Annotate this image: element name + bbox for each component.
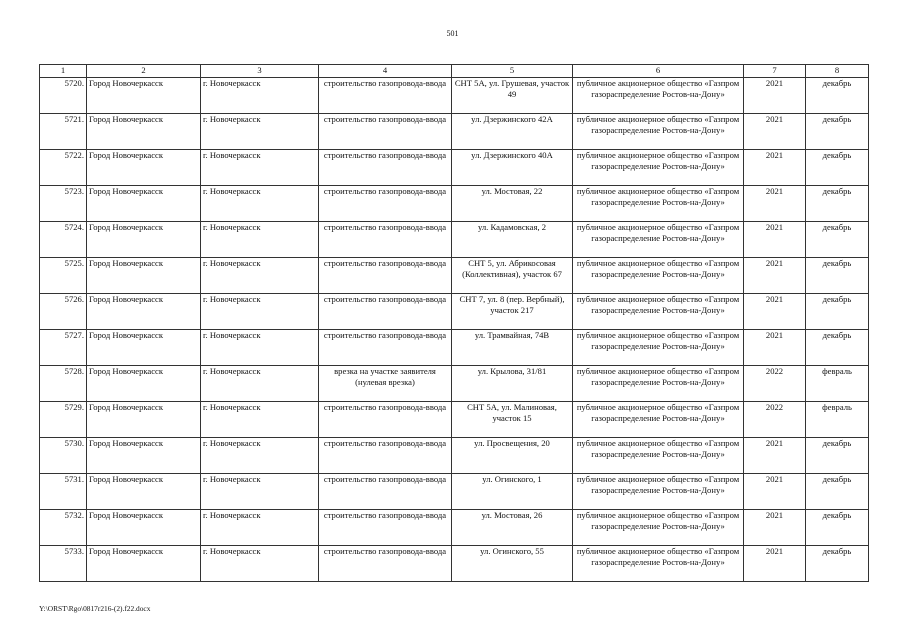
municipality-cell: Город Новочеркасск <box>87 546 201 582</box>
month-cell: декабрь <box>806 546 869 582</box>
organization-cell: публичное акционерное общество «Газпром газораспределение Ростов-на-Дону» <box>573 438 744 474</box>
settlement-cell: г. Новочеркасск <box>201 78 319 114</box>
page-number: 501 <box>446 29 459 38</box>
column-header: 5 <box>452 65 573 78</box>
municipality-cell: Город Новочеркасск <box>87 438 201 474</box>
address-cell: ул. Трамвайная, 74В <box>452 330 573 366</box>
table-row <box>40 222 869 258</box>
year-cell: 2021 <box>744 294 806 330</box>
row-number: 5724. <box>40 222 87 258</box>
address-cell: ул. Кадамовская, 2 <box>452 222 573 258</box>
month-cell: декабрь <box>806 258 869 294</box>
municipality-cell: Город Новочеркасск <box>87 330 201 366</box>
column-header: 6 <box>573 65 744 78</box>
month-cell: декабрь <box>806 294 869 330</box>
address-cell: ул. Крылова, 31/81 <box>452 366 573 402</box>
settlement-cell: г. Новочеркасск <box>201 114 319 150</box>
header-row <box>40 65 869 78</box>
month-cell: февраль <box>806 366 869 402</box>
organization-cell: публичное акционерное общество «Газпром газораспределение Ростов-на-Дону» <box>573 546 744 582</box>
municipality-cell: Город Новочеркасск <box>87 474 201 510</box>
table-row <box>40 258 869 294</box>
address-cell: ул. Огинского, 55 <box>452 546 573 582</box>
row-number: 5726. <box>40 294 87 330</box>
organization-cell: публичное акционерное общество «Газпром газораспределение Ростов-на-Дону» <box>573 330 744 366</box>
table-row <box>40 438 869 474</box>
row-number: 5720. <box>40 78 87 114</box>
month-cell: декабрь <box>806 510 869 546</box>
municipality-cell: Город Новочеркасск <box>87 402 201 438</box>
year-cell: 2021 <box>744 474 806 510</box>
address-cell: СНТ 5А, ул. Грушевая, участок 49 <box>452 78 573 114</box>
table-row <box>40 366 869 402</box>
table-row <box>40 510 869 546</box>
year-cell: 2021 <box>744 222 806 258</box>
settlement-cell: г. Новочеркасск <box>201 150 319 186</box>
table-row <box>40 330 869 366</box>
table-row <box>40 402 869 438</box>
work-type-cell: строительство газопровода-ввода <box>319 258 452 294</box>
row-number: 5732. <box>40 510 87 546</box>
organization-cell: публичное акционерное общество «Газпром газораспределение Ростов-на-Дону» <box>573 222 744 258</box>
organization-cell: публичное акционерное общество «Газпром газораспределение Ростов-на-Дону» <box>573 186 744 222</box>
settlement-cell: г. Новочеркасск <box>201 546 319 582</box>
organization-cell: публичное акционерное общество «Газпром газораспределение Ростов-на-Дону» <box>573 366 744 402</box>
settlement-cell: г. Новочеркасск <box>201 186 319 222</box>
settlement-cell: г. Новочеркасск <box>201 402 319 438</box>
column-header: 8 <box>806 65 869 78</box>
year-cell: 2021 <box>744 150 806 186</box>
year-cell: 2021 <box>744 114 806 150</box>
work-type-cell: строительство газопровода-ввода <box>319 186 452 222</box>
table-row <box>40 474 869 510</box>
organization-cell: публичное акционерное общество «Газпром газораспределение Ростов-на-Дону» <box>573 78 744 114</box>
work-type-cell: строительство газопровода-ввода <box>319 474 452 510</box>
work-type-cell: строительство газопровода-ввода <box>319 222 452 258</box>
work-type-cell: строительство газопровода-ввода <box>319 402 452 438</box>
address-cell: СНТ 7, ул. 8 (пер. Вербный), участок 217 <box>452 294 573 330</box>
settlement-cell: г. Новочеркасск <box>201 438 319 474</box>
settlement-cell: г. Новочеркасск <box>201 258 319 294</box>
organization-cell: публичное акционерное общество «Газпром газораспределение Ростов-на-Дону» <box>573 510 744 546</box>
column-header: 2 <box>87 65 201 78</box>
year-cell: 2022 <box>744 402 806 438</box>
column-header: 7 <box>744 65 806 78</box>
month-cell: декабрь <box>806 438 869 474</box>
settlement-cell: г. Новочеркасск <box>201 294 319 330</box>
table-row <box>40 78 869 114</box>
row-number: 5730. <box>40 438 87 474</box>
work-type-cell: строительство газопровода-ввода <box>319 294 452 330</box>
column-header: 4 <box>319 65 452 78</box>
work-type-cell: строительство газопровода-ввода <box>319 510 452 546</box>
address-cell: ул. Мостовая, 26 <box>452 510 573 546</box>
organization-cell: публичное акционерное общество «Газпром газораспределение Ростов-на-Дону» <box>573 150 744 186</box>
organization-cell: публичное акционерное общество «Газпром газораспределение Ростов-на-Дону» <box>573 258 744 294</box>
address-cell: ул. Мостовая, 22 <box>452 186 573 222</box>
table-row <box>40 294 869 330</box>
work-type-cell: врезка на участке заявителя (нулевая врезка) <box>319 366 452 402</box>
row-number: 5733. <box>40 546 87 582</box>
organization-cell: публичное акционерное общество «Газпром газораспределение Ростов-на-Дону» <box>573 114 744 150</box>
settlement-cell: г. Новочеркасск <box>201 474 319 510</box>
municipality-cell: Город Новочеркасск <box>87 114 201 150</box>
municipality-cell: Город Новочеркасск <box>87 222 201 258</box>
month-cell: декабрь <box>806 114 869 150</box>
year-cell: 2021 <box>744 510 806 546</box>
address-cell: ул. Огинского, 1 <box>452 474 573 510</box>
municipality-cell: Город Новочеркасск <box>87 510 201 546</box>
address-cell: СНТ 5, ул. Абрикосовая (Коллективная), участок 67 <box>452 258 573 294</box>
settlement-cell: г. Новочеркасск <box>201 366 319 402</box>
year-cell: 2021 <box>744 78 806 114</box>
table-row <box>40 186 869 222</box>
month-cell: декабрь <box>806 474 869 510</box>
year-cell: 2021 <box>744 330 806 366</box>
municipality-cell: Город Новочеркасск <box>87 294 201 330</box>
month-cell: декабрь <box>806 150 869 186</box>
year-cell: 2022 <box>744 366 806 402</box>
row-number: 5721. <box>40 114 87 150</box>
registry-table <box>39 64 869 582</box>
column-header: 3 <box>201 65 319 78</box>
municipality-cell: Город Новочеркасск <box>87 366 201 402</box>
table-row <box>40 546 869 582</box>
year-cell: 2021 <box>744 186 806 222</box>
municipality-cell: Город Новочеркасск <box>87 258 201 294</box>
address-cell: ул. Просвещения, 20 <box>452 438 573 474</box>
row-number: 5725. <box>40 258 87 294</box>
month-cell: декабрь <box>806 222 869 258</box>
municipality-cell: Город Новочеркасск <box>87 186 201 222</box>
year-cell: 2021 <box>744 546 806 582</box>
work-type-cell: строительство газопровода-ввода <box>319 330 452 366</box>
row-number: 5731. <box>40 474 87 510</box>
organization-cell: публичное акционерное общество «Газпром газораспределение Ростов-на-Дону» <box>573 294 744 330</box>
settlement-cell: г. Новочеркасск <box>201 330 319 366</box>
settlement-cell: г. Новочеркасск <box>201 510 319 546</box>
municipality-cell: Город Новочеркасск <box>87 78 201 114</box>
column-header: 1 <box>40 65 87 78</box>
settlement-cell: г. Новочеркасск <box>201 222 319 258</box>
month-cell: декабрь <box>806 78 869 114</box>
row-number: 5728. <box>40 366 87 402</box>
row-number: 5723. <box>40 186 87 222</box>
month-cell: декабрь <box>806 186 869 222</box>
work-type-cell: строительство газопровода-ввода <box>319 78 452 114</box>
table-row <box>40 114 869 150</box>
address-cell: СНТ 5А, ул. Малиновая, участок 15 <box>452 402 573 438</box>
month-cell: декабрь <box>806 330 869 366</box>
row-number: 5729. <box>40 402 87 438</box>
organization-cell: публичное акционерное общество «Газпром газораспределение Ростов-на-Дону» <box>573 402 744 438</box>
year-cell: 2021 <box>744 438 806 474</box>
municipality-cell: Город Новочеркасск <box>87 150 201 186</box>
address-cell: ул. Дзержинского 40А <box>452 150 573 186</box>
address-cell: ул. Дзержинского 42А <box>452 114 573 150</box>
work-type-cell: строительство газопровода-ввода <box>319 114 452 150</box>
organization-cell: публичное акционерное общество «Газпром газораспределение Ростов-на-Дону» <box>573 474 744 510</box>
registry-body <box>40 78 869 582</box>
work-type-cell: строительство газопровода-ввода <box>319 150 452 186</box>
table-row <box>40 150 869 186</box>
year-cell: 2021 <box>744 258 806 294</box>
work-type-cell: строительство газопровода-ввода <box>319 546 452 582</box>
work-type-cell: строительство газопровода-ввода <box>319 438 452 474</box>
row-number: 5722. <box>40 150 87 186</box>
month-cell: февраль <box>806 402 869 438</box>
row-number: 5727. <box>40 330 87 366</box>
footer-file-path: Y:\ORST\Rgo\0817r216-(2).f22.docx <box>39 604 151 613</box>
